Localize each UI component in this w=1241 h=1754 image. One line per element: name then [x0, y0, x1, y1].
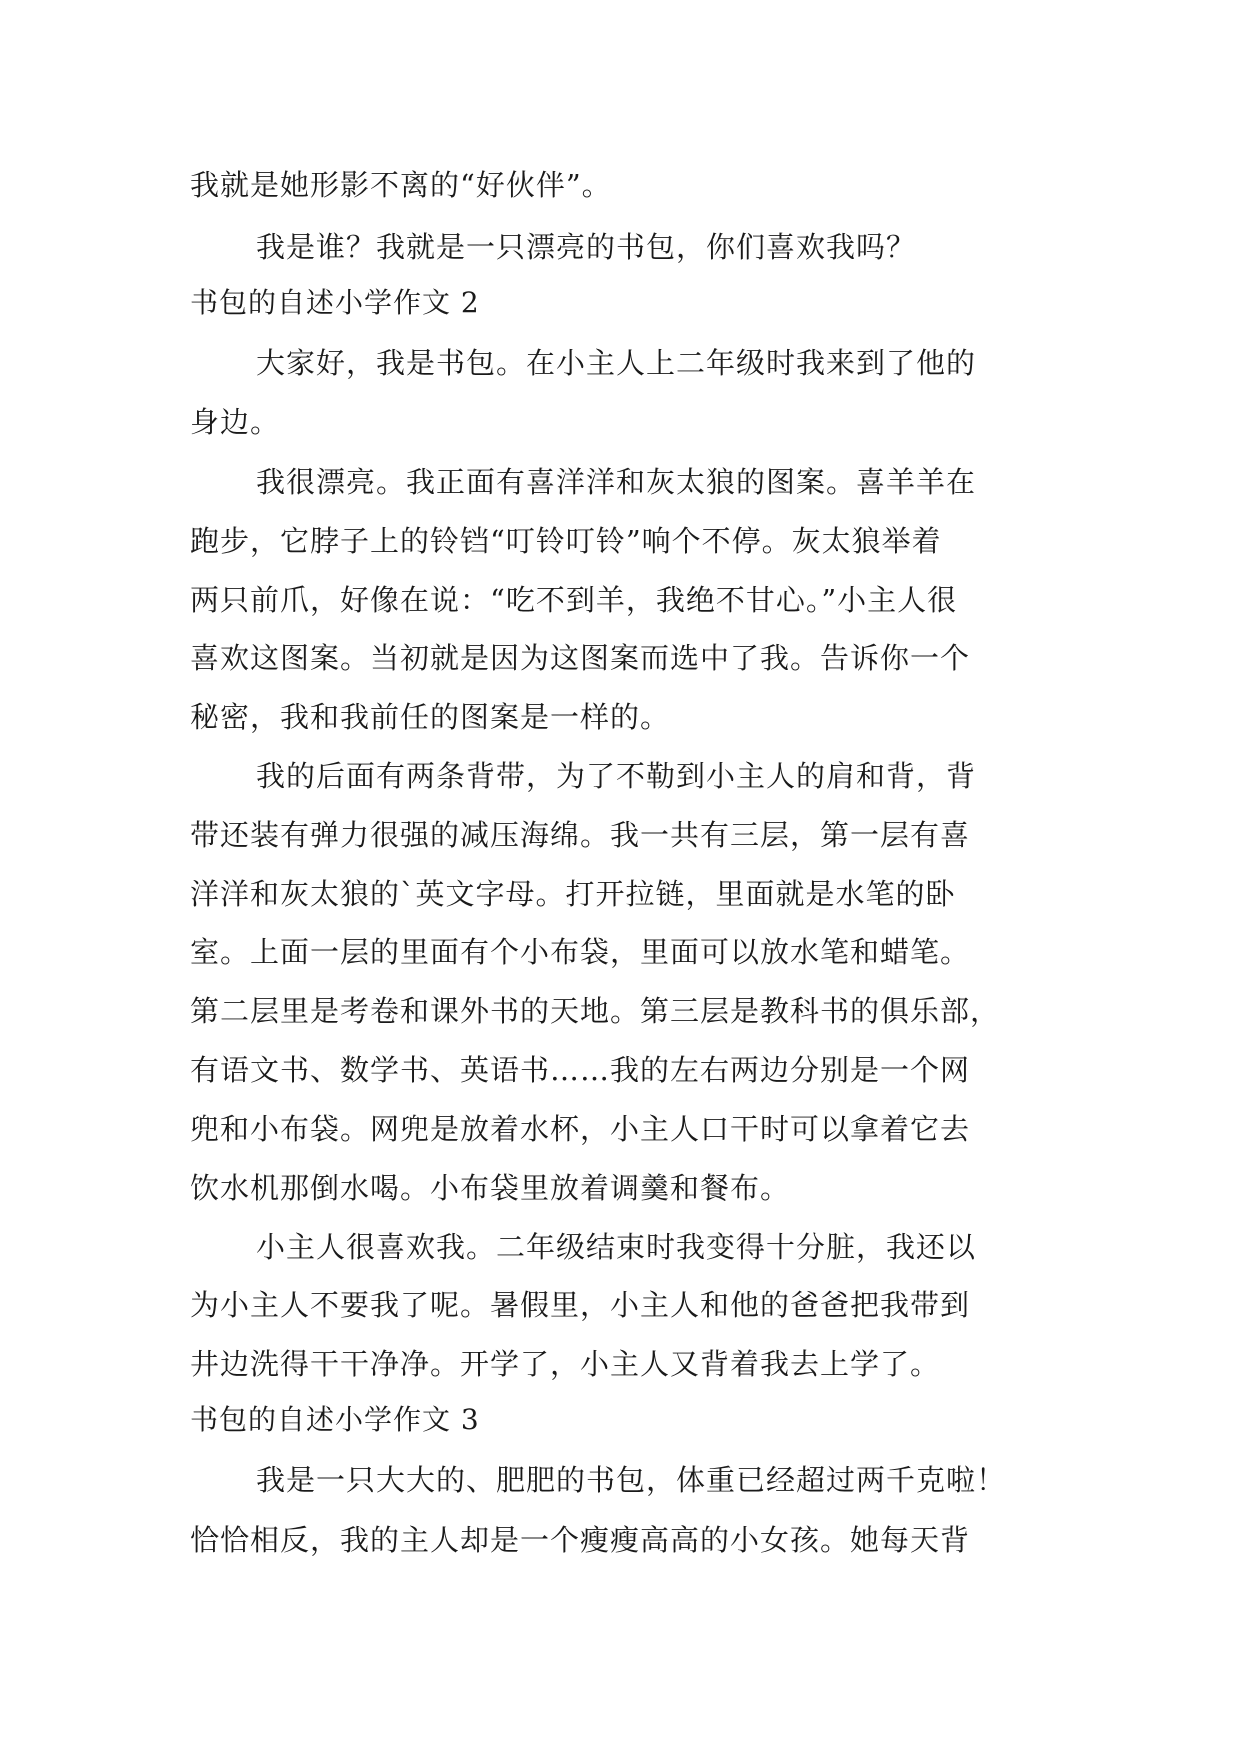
- text-line: 身边。: [190, 405, 281, 439]
- text-line: 有语文书、数学书、英语书……我的左右两边分别是一个网: [190, 1053, 971, 1087]
- text-line: 跑步，它脖子上的铃铛“叮铃叮铃”响个不停。灰太狼举着: [190, 524, 942, 558]
- text-line: 我是谁？我就是一只漂亮的书包，你们喜欢我吗？: [256, 230, 917, 264]
- text-line: 大家好，我是书包。在小主人上二年级时我来到了他的: [256, 346, 977, 380]
- text-line: 我很漂亮。我正面有喜洋洋和灰太狼的图案。喜羊羊在: [256, 465, 977, 499]
- text-line: 秘密，我和我前任的图案是一样的。: [190, 700, 671, 734]
- text-line: 洋洋和灰太狼的`英文字母。打开拉链，里面就是水笔的卧: [190, 877, 956, 911]
- text-line: 室。上面一层的里面有个小布袋，里面可以放水笔和蜡笔。: [190, 935, 971, 969]
- text-line: 我是一只大大的、肥肥的书包，体重已经超过两千克啦！: [256, 1463, 1007, 1497]
- text-line: 为小主人不要我了呢。暑假里，小主人和他的爸爸把我带到: [190, 1288, 971, 1322]
- text-line: 兜和小布袋。网兜是放着水杯，小主人口干时可以拿着它去: [190, 1112, 971, 1146]
- text-line: 饮水机那倒水喝。小布袋里放着调羹和餐布。: [190, 1171, 791, 1205]
- text-line: 小主人很喜欢我。二年级结束时我变得十分脏，我还以: [256, 1230, 977, 1264]
- section-heading: 书包的自述小学作文 2: [190, 286, 480, 319]
- text-line: 带还装有弹力很强的减压海绵。我一共有三层，第一层有喜: [190, 818, 971, 852]
- text-line: 两只前爪，好像在说：“吃不到羊，我绝不甘心。”小主人很: [190, 583, 958, 617]
- text-line: 恰恰相反，我的主人却是一个瘦瘦高高的小女孩。她每天背: [190, 1523, 971, 1557]
- text-line: 喜欢这图案。当初就是因为这图案而选中了我。告诉你一个: [190, 641, 971, 675]
- text-line: 我的后面有两条背带，为了不勒到小主人的肩和背，背: [256, 759, 977, 793]
- text-line: 我就是她形影不离的“好伙伴”。: [190, 168, 612, 202]
- text-line: 第二层里是考卷和课外书的天地。第三层是教科书的俱乐部，: [190, 994, 1001, 1028]
- section-heading: 书包的自述小学作文 3: [190, 1403, 480, 1436]
- text-line: 井边洗得干干净净。开学了，小主人又背着我去上学了。: [190, 1347, 941, 1381]
